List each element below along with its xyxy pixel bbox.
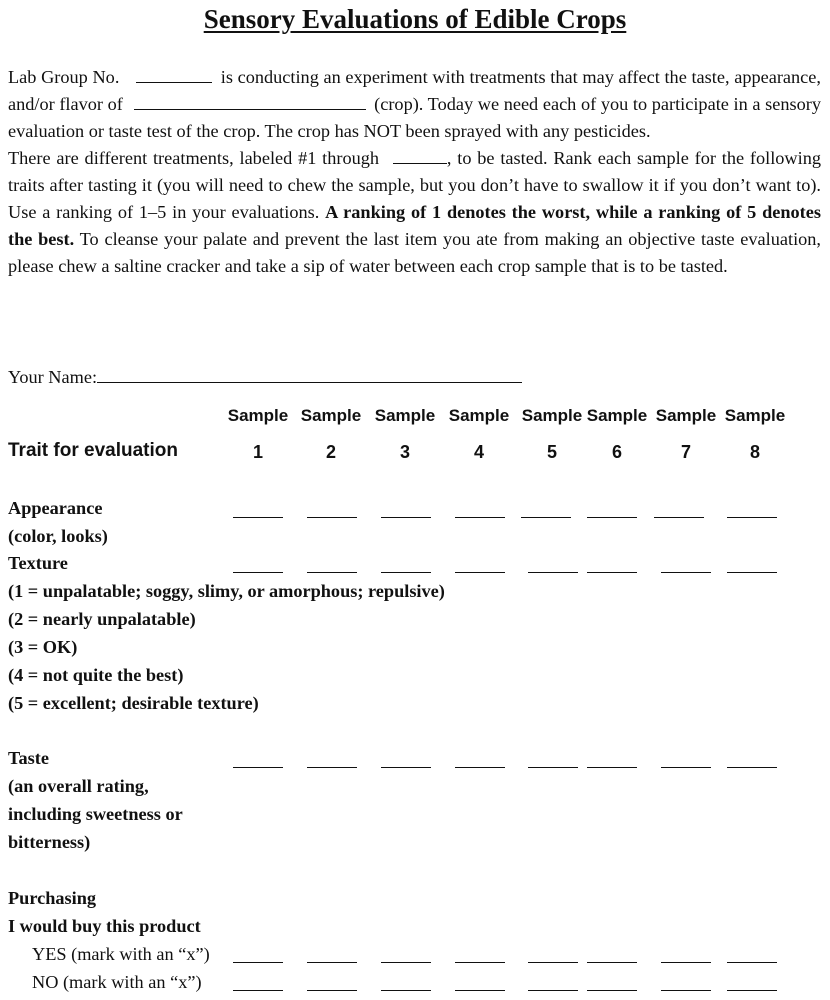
intro-text-1: is conducting an experiment with treatments that may affect the taste, appearance, and/or flavor of bbox=[8, 67, 821, 114]
no-sample-7-blank[interactable] bbox=[661, 990, 711, 991]
no-sample-8-blank[interactable] bbox=[727, 990, 777, 991]
no-sample-6-blank[interactable] bbox=[587, 990, 637, 991]
intro-text-4: , to be tasted. Rank each sample for the following traits after tasting it (you will need to chew the sample, but you don’t have to swallow it if you don’t want to). Use a ranking of 1–5 in your evaluations. bbox=[8, 148, 821, 222]
appearance-sample-7-blank[interactable] bbox=[654, 517, 704, 518]
instructions-paragraph-2 bbox=[8, 145, 821, 280]
sample-number-6: 6 bbox=[611, 442, 623, 462]
taste-sample-2-blank[interactable] bbox=[307, 767, 357, 768]
yes-sample-2-blank[interactable] bbox=[307, 962, 357, 963]
taste-desc-1: (an overall rating, bbox=[8, 776, 149, 796]
sample-label-6: Sample bbox=[586, 406, 648, 425]
instructions bbox=[8, 64, 821, 280]
sample-number-3: 3 bbox=[399, 442, 411, 462]
lab-group-blank[interactable] bbox=[136, 65, 212, 83]
appearance-sample-4-blank[interactable] bbox=[455, 517, 505, 518]
intro-text-5: To cleanse your palate and prevent the last item you ate from making an objective taste evaluation, please chew a saltine cracker and take a sip of water between each crop sample that is to be tasted. bbox=[8, 229, 821, 276]
trait-column-header: Trait for evaluation bbox=[8, 440, 178, 461]
appearance-sample-2-blank[interactable] bbox=[307, 517, 357, 518]
yes-sample-6-blank[interactable] bbox=[587, 962, 637, 963]
no-sample-5-blank[interactable] bbox=[528, 990, 578, 991]
sample-number-2: 2 bbox=[325, 442, 337, 462]
taste-sample-8-blank[interactable] bbox=[727, 767, 777, 768]
trait-purchasing-name: Purchasing bbox=[8, 888, 97, 908]
treatment-count-blank[interactable] bbox=[393, 146, 447, 164]
intro-text-3: There are different treatments, labeled #1 through bbox=[8, 148, 380, 168]
purchasing-yes-label: YES (mark with an “x”) bbox=[32, 944, 210, 964]
sample-label-3: Sample bbox=[374, 406, 436, 425]
crop-blank[interactable] bbox=[134, 92, 366, 110]
trait-appearance-desc: (color, looks) bbox=[8, 526, 108, 546]
taste-sample-4-blank[interactable] bbox=[455, 767, 505, 768]
texture-sample-7-blank[interactable] bbox=[661, 572, 711, 573]
appearance-sample-3-blank[interactable] bbox=[381, 517, 431, 518]
taste-desc-3: bitterness) bbox=[8, 832, 91, 852]
no-sample-4-blank[interactable] bbox=[455, 990, 505, 991]
texture-scale-5: (5 = excellent; desirable texture) bbox=[8, 693, 259, 713]
sample-label-8: Sample bbox=[724, 406, 786, 425]
texture-sample-4-blank[interactable] bbox=[455, 572, 505, 573]
sample-label-4: Sample bbox=[448, 406, 510, 425]
name-blank[interactable] bbox=[97, 365, 522, 383]
instructions-paragraph-1 bbox=[8, 64, 821, 145]
sample-label-1: Sample bbox=[227, 406, 289, 425]
no-sample-3-blank[interactable] bbox=[381, 990, 431, 991]
texture-sample-6-blank[interactable] bbox=[587, 572, 637, 573]
no-sample-1-blank[interactable] bbox=[233, 990, 283, 991]
sample-label-2: Sample bbox=[300, 406, 362, 425]
yes-sample-1-blank[interactable] bbox=[233, 962, 283, 963]
taste-desc-2: including sweetness or bbox=[8, 804, 183, 824]
texture-scale-3: (3 = OK) bbox=[8, 637, 78, 657]
yes-sample-8-blank[interactable] bbox=[727, 962, 777, 963]
sample-number-5: 5 bbox=[546, 442, 558, 462]
yes-sample-4-blank[interactable] bbox=[455, 962, 505, 963]
taste-sample-6-blank[interactable] bbox=[587, 767, 637, 768]
texture-sample-5-blank[interactable] bbox=[528, 572, 578, 573]
intro-text-2: (crop). Today we need each of you to participate in a sensory evaluation or taste test of the crop. The crop has NOT been sprayed with any pesticides. bbox=[8, 94, 821, 141]
lab-group-label: Lab Group No. bbox=[8, 67, 120, 87]
name-row bbox=[8, 364, 522, 391]
no-sample-2-blank[interactable] bbox=[307, 990, 357, 991]
yes-sample-3-blank[interactable] bbox=[381, 962, 431, 963]
appearance-sample-5-blank[interactable] bbox=[521, 517, 571, 518]
taste-sample-5-blank[interactable] bbox=[528, 767, 578, 768]
yes-sample-5-blank[interactable] bbox=[528, 962, 578, 963]
texture-sample-3-blank[interactable] bbox=[381, 572, 431, 573]
ranking-note: A ranking of 1 denotes the worst, while a ranking of 5 denotes the best. bbox=[8, 202, 822, 249]
trait-appearance-name: Appearance bbox=[8, 498, 103, 518]
trait-texture-name: Texture bbox=[8, 553, 68, 573]
taste-sample-7-blank[interactable] bbox=[661, 767, 711, 768]
taste-sample-3-blank[interactable] bbox=[381, 767, 431, 768]
texture-scale-4: (4 = not quite the best) bbox=[8, 665, 184, 685]
texture-sample-2-blank[interactable] bbox=[307, 572, 357, 573]
appearance-sample-8-blank[interactable] bbox=[727, 517, 777, 518]
name-label: Your Name: bbox=[8, 367, 98, 387]
purchasing-no-label: NO (mark with an “x”) bbox=[32, 972, 202, 992]
sample-label-5: Sample bbox=[521, 406, 583, 425]
taste-sample-1-blank[interactable] bbox=[233, 767, 283, 768]
sample-number-8: 8 bbox=[749, 442, 761, 462]
sample-number-4: 4 bbox=[473, 442, 485, 462]
texture-sample-8-blank[interactable] bbox=[727, 572, 777, 573]
page-title: Sensory Evaluations of Edible Crops bbox=[203, 4, 627, 34]
texture-sample-1-blank[interactable] bbox=[233, 572, 283, 573]
appearance-sample-6-blank[interactable] bbox=[587, 517, 637, 518]
sample-label-7: Sample bbox=[655, 406, 717, 425]
yes-sample-7-blank[interactable] bbox=[661, 962, 711, 963]
purchasing-question: I would buy this product bbox=[8, 916, 201, 936]
sample-number-1: 1 bbox=[252, 442, 264, 462]
sample-number-7: 7 bbox=[680, 442, 692, 462]
texture-scale-2: (2 = nearly unpalatable) bbox=[8, 609, 196, 629]
texture-scale-1: (1 = unpalatable; soggy, slimy, or amorphous; repulsive) bbox=[8, 581, 445, 601]
trait-taste-name: Taste bbox=[8, 748, 49, 768]
appearance-sample-1-blank[interactable] bbox=[233, 517, 283, 518]
